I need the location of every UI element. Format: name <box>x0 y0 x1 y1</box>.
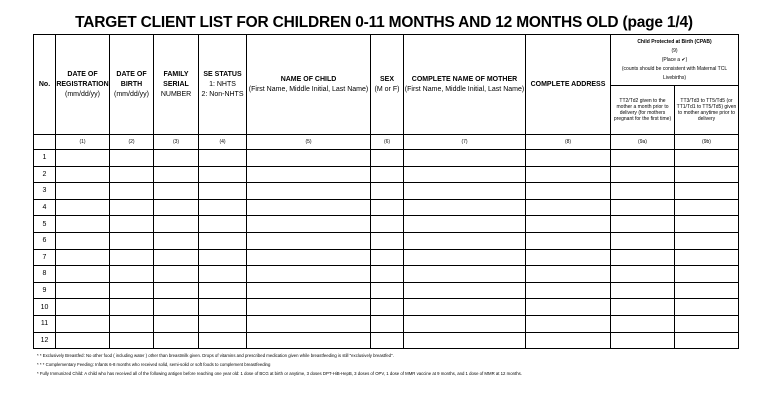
column-number-3: (3) <box>154 135 199 150</box>
table-cell[interactable] <box>526 183 611 200</box>
table-cell[interactable] <box>371 183 404 200</box>
table-cell[interactable] <box>154 199 199 216</box>
table-cell[interactable] <box>526 332 611 349</box>
table-cell[interactable] <box>199 150 247 167</box>
table-cell[interactable] <box>526 282 611 299</box>
table-cell[interactable] <box>56 216 110 233</box>
row-number: 7 <box>34 249 56 266</box>
column-number-7: (7) <box>404 135 526 150</box>
row-number: 3 <box>34 183 56 200</box>
table-cell[interactable] <box>404 183 526 200</box>
table-cell[interactable] <box>611 282 675 299</box>
table-cell[interactable] <box>154 266 199 283</box>
table-cell[interactable] <box>247 332 371 349</box>
table-cell[interactable] <box>526 232 611 249</box>
table-cell[interactable] <box>371 282 404 299</box>
table-row <box>34 166 739 183</box>
table-cell[interactable] <box>371 249 404 266</box>
column-number-4: (4) <box>199 135 247 150</box>
table-cell[interactable] <box>675 199 739 216</box>
table-cell[interactable] <box>154 216 199 233</box>
table-cell[interactable] <box>611 249 675 266</box>
table-cell[interactable] <box>199 199 247 216</box>
table-cell[interactable] <box>611 183 675 200</box>
table-row <box>34 332 739 349</box>
table-cell[interactable] <box>526 299 611 316</box>
header-name-of-child: NAME OF CHILD (First Name, Middle Initial, Last Name) <box>247 35 371 135</box>
footnote-fully-immunized: * Fully Immunized Child: A child who has received all of the following antigen before reaching one year old: 1 dose of BCG at birth or anytime, 3 doses DPT-HiB-HepB, 3 doses of OPV, 1 dose of MMR vaccine at 9 months, and 1 dose of MMR at 12 months. <box>37 371 522 376</box>
table-cell[interactable] <box>247 282 371 299</box>
table-cell[interactable] <box>199 216 247 233</box>
table-cell[interactable] <box>56 282 110 299</box>
table-cell[interactable] <box>154 282 199 299</box>
table-cell[interactable] <box>56 150 110 167</box>
table-cell[interactable] <box>371 299 404 316</box>
table-cell[interactable] <box>110 199 154 216</box>
table-row <box>34 266 739 283</box>
table-row <box>34 249 739 266</box>
table-cell[interactable] <box>56 249 110 266</box>
header-complete-address: COMPLETE ADDRESS <box>526 35 611 135</box>
table-cell[interactable] <box>110 315 154 332</box>
table-cell[interactable] <box>404 232 526 249</box>
row-number: 2 <box>34 166 56 183</box>
table-cell[interactable] <box>526 315 611 332</box>
table-cell[interactable] <box>199 282 247 299</box>
table-cell[interactable] <box>199 266 247 283</box>
table-cell[interactable] <box>404 249 526 266</box>
table-cell[interactable] <box>611 315 675 332</box>
column-number-5: (5) <box>247 135 371 150</box>
table-row <box>34 150 739 167</box>
table-cell[interactable] <box>247 299 371 316</box>
table-cell[interactable] <box>526 216 611 233</box>
header-sex: SEX (M or F) <box>371 35 404 135</box>
row-number: 10 <box>34 299 56 316</box>
table-cell[interactable] <box>526 166 611 183</box>
header-no: No. <box>34 35 56 135</box>
page-title: TARGET CLIENT LIST FOR CHILDREN 0-11 MONTHS AND 12 MONTHS OLD (page 1/4) <box>75 14 693 31</box>
header-cpab-9b: TT3/Td3 to TT5/Td5 (or TT1/Td1 to TT5/Td5) given to mother anytime prior to delivery <box>675 86 739 135</box>
table-cell[interactable] <box>611 332 675 349</box>
table-cell[interactable] <box>611 232 675 249</box>
table-cell[interactable] <box>404 166 526 183</box>
table-cell[interactable] <box>526 249 611 266</box>
table-cell[interactable] <box>110 249 154 266</box>
row-number: 8 <box>34 266 56 283</box>
table-body <box>34 150 739 349</box>
table-cell[interactable] <box>404 150 526 167</box>
header-se-status: SE STATUS 1: NHTS 2: Non-NHTS <box>199 35 247 135</box>
column-number-no <box>34 135 56 150</box>
table-row <box>34 299 739 316</box>
table-cell[interactable] <box>404 315 526 332</box>
table-cell[interactable] <box>199 249 247 266</box>
table-cell[interactable] <box>371 315 404 332</box>
table-cell[interactable] <box>110 232 154 249</box>
table-cell[interactable] <box>199 332 247 349</box>
column-number-2: (2) <box>110 135 154 150</box>
table-cell[interactable] <box>675 332 739 349</box>
column-number-6: (6) <box>371 135 404 150</box>
table-cell[interactable] <box>526 150 611 167</box>
table-cell[interactable] <box>371 199 404 216</box>
row-number: 4 <box>34 199 56 216</box>
table-cell[interactable] <box>675 232 739 249</box>
table-cell[interactable] <box>675 266 739 283</box>
table-cell[interactable] <box>371 216 404 233</box>
table-cell[interactable] <box>247 166 371 183</box>
table-cell[interactable] <box>526 199 611 216</box>
table-cell[interactable] <box>56 183 110 200</box>
table-cell[interactable] <box>611 266 675 283</box>
table-cell[interactable] <box>371 150 404 167</box>
table-cell[interactable] <box>199 315 247 332</box>
table-cell[interactable] <box>404 299 526 316</box>
row-number: 6 <box>34 232 56 249</box>
table-row <box>34 282 739 299</box>
table-cell[interactable] <box>56 332 110 349</box>
table-cell[interactable] <box>675 183 739 200</box>
header-name-of-mother: COMPLETE NAME OF MOTHER (First Name, Middle Initial, Last Name) <box>404 35 526 135</box>
table-cell[interactable] <box>247 199 371 216</box>
header-cpab: Child Protected at Birth (CPAB) (9) (Place a ✔) (counts should be consistent with Maternal TCL Livebirths) <box>611 35 739 86</box>
column-number-9a: (9a) <box>611 135 675 150</box>
table-cell[interactable] <box>247 150 371 167</box>
table-cell[interactable] <box>199 183 247 200</box>
header-family-serial: FAMILY SERIAL NUMBER <box>154 35 199 135</box>
table-cell[interactable] <box>247 266 371 283</box>
row-number: 9 <box>34 282 56 299</box>
footnote-complementary-feeding: * * * Complementary Feeding: Infants 6-8 months who received solid, semi-solid or soft foods to complement breastfeeding <box>37 362 271 367</box>
table-cell[interactable] <box>199 166 247 183</box>
table-cell[interactable] <box>611 150 675 167</box>
table-cell[interactable] <box>404 216 526 233</box>
table-cell[interactable] <box>247 183 371 200</box>
row-number: 5 <box>34 216 56 233</box>
table-cell[interactable] <box>56 266 110 283</box>
table-row <box>34 183 739 200</box>
table-cell[interactable] <box>56 199 110 216</box>
table-cell[interactable] <box>404 266 526 283</box>
table-cell[interactable] <box>154 332 199 349</box>
table-cell[interactable] <box>611 299 675 316</box>
table-cell[interactable] <box>110 216 154 233</box>
header-date-registration: DATE OF REGISTRATION (mm/dd/yy) <box>56 35 110 135</box>
table-cell[interactable] <box>611 166 675 183</box>
table-cell[interactable] <box>154 166 199 183</box>
table-cell[interactable] <box>675 249 739 266</box>
header-date-birth: DATE OF BIRTH (mm/dd/yy) <box>110 35 154 135</box>
table-cell[interactable] <box>675 315 739 332</box>
table-cell[interactable] <box>404 199 526 216</box>
footnote-exclusively-breastfed: * * Exclusively Breastfed: No other food ( including water ) other than breastmilk given. Drops of vitamins and prescribed medication given while breastfeeding is still "exclusively breastfed". <box>37 353 394 358</box>
table-cell[interactable] <box>154 232 199 249</box>
table-cell[interactable] <box>247 216 371 233</box>
table-row <box>34 199 739 216</box>
table-cell[interactable] <box>611 216 675 233</box>
table-row <box>34 216 739 233</box>
column-number-1: (1) <box>56 135 110 150</box>
column-number-9b: (9b) <box>675 135 739 150</box>
table-cell[interactable] <box>154 150 199 167</box>
row-number: 1 <box>34 150 56 167</box>
table-cell[interactable] <box>404 332 526 349</box>
table-cell[interactable] <box>110 266 154 283</box>
table-cell[interactable] <box>247 315 371 332</box>
table-cell[interactable] <box>56 166 110 183</box>
table-cell[interactable] <box>247 232 371 249</box>
table-cell[interactable] <box>154 249 199 266</box>
table-cell[interactable] <box>675 150 739 167</box>
table-cell[interactable] <box>404 282 526 299</box>
table-row <box>34 315 739 332</box>
table-cell[interactable] <box>154 299 199 316</box>
table-cell[interactable] <box>371 266 404 283</box>
table-cell[interactable] <box>56 299 110 316</box>
table-cell[interactable] <box>199 232 247 249</box>
table-cell[interactable] <box>154 315 199 332</box>
table-cell[interactable] <box>56 232 110 249</box>
table-cell[interactable] <box>675 166 739 183</box>
table-cell[interactable] <box>110 183 154 200</box>
table-cell[interactable] <box>371 232 404 249</box>
table-cell[interactable] <box>371 166 404 183</box>
table-cell[interactable] <box>526 266 611 283</box>
row-number: 11 <box>34 315 56 332</box>
table-cell[interactable] <box>199 299 247 316</box>
table-cell[interactable] <box>154 183 199 200</box>
table-cell[interactable] <box>56 315 110 332</box>
target-client-table <box>33 34 739 349</box>
table-cell[interactable] <box>675 299 739 316</box>
table-cell[interactable] <box>110 166 154 183</box>
table-cell[interactable] <box>611 199 675 216</box>
table-cell[interactable] <box>247 249 371 266</box>
table-cell[interactable] <box>675 282 739 299</box>
table-row <box>34 232 739 249</box>
table-cell[interactable] <box>110 299 154 316</box>
row-number: 12 <box>34 332 56 349</box>
table-cell[interactable] <box>110 332 154 349</box>
table-cell[interactable] <box>110 150 154 167</box>
table-cell[interactable] <box>371 332 404 349</box>
header-cpab-9a: TT2/Td2 given to the mother a month prior to delivery (for mothers pregnant for the first time) <box>611 86 675 135</box>
column-number-8: (8) <box>526 135 611 150</box>
table-cell[interactable] <box>675 216 739 233</box>
table-cell[interactable] <box>110 282 154 299</box>
